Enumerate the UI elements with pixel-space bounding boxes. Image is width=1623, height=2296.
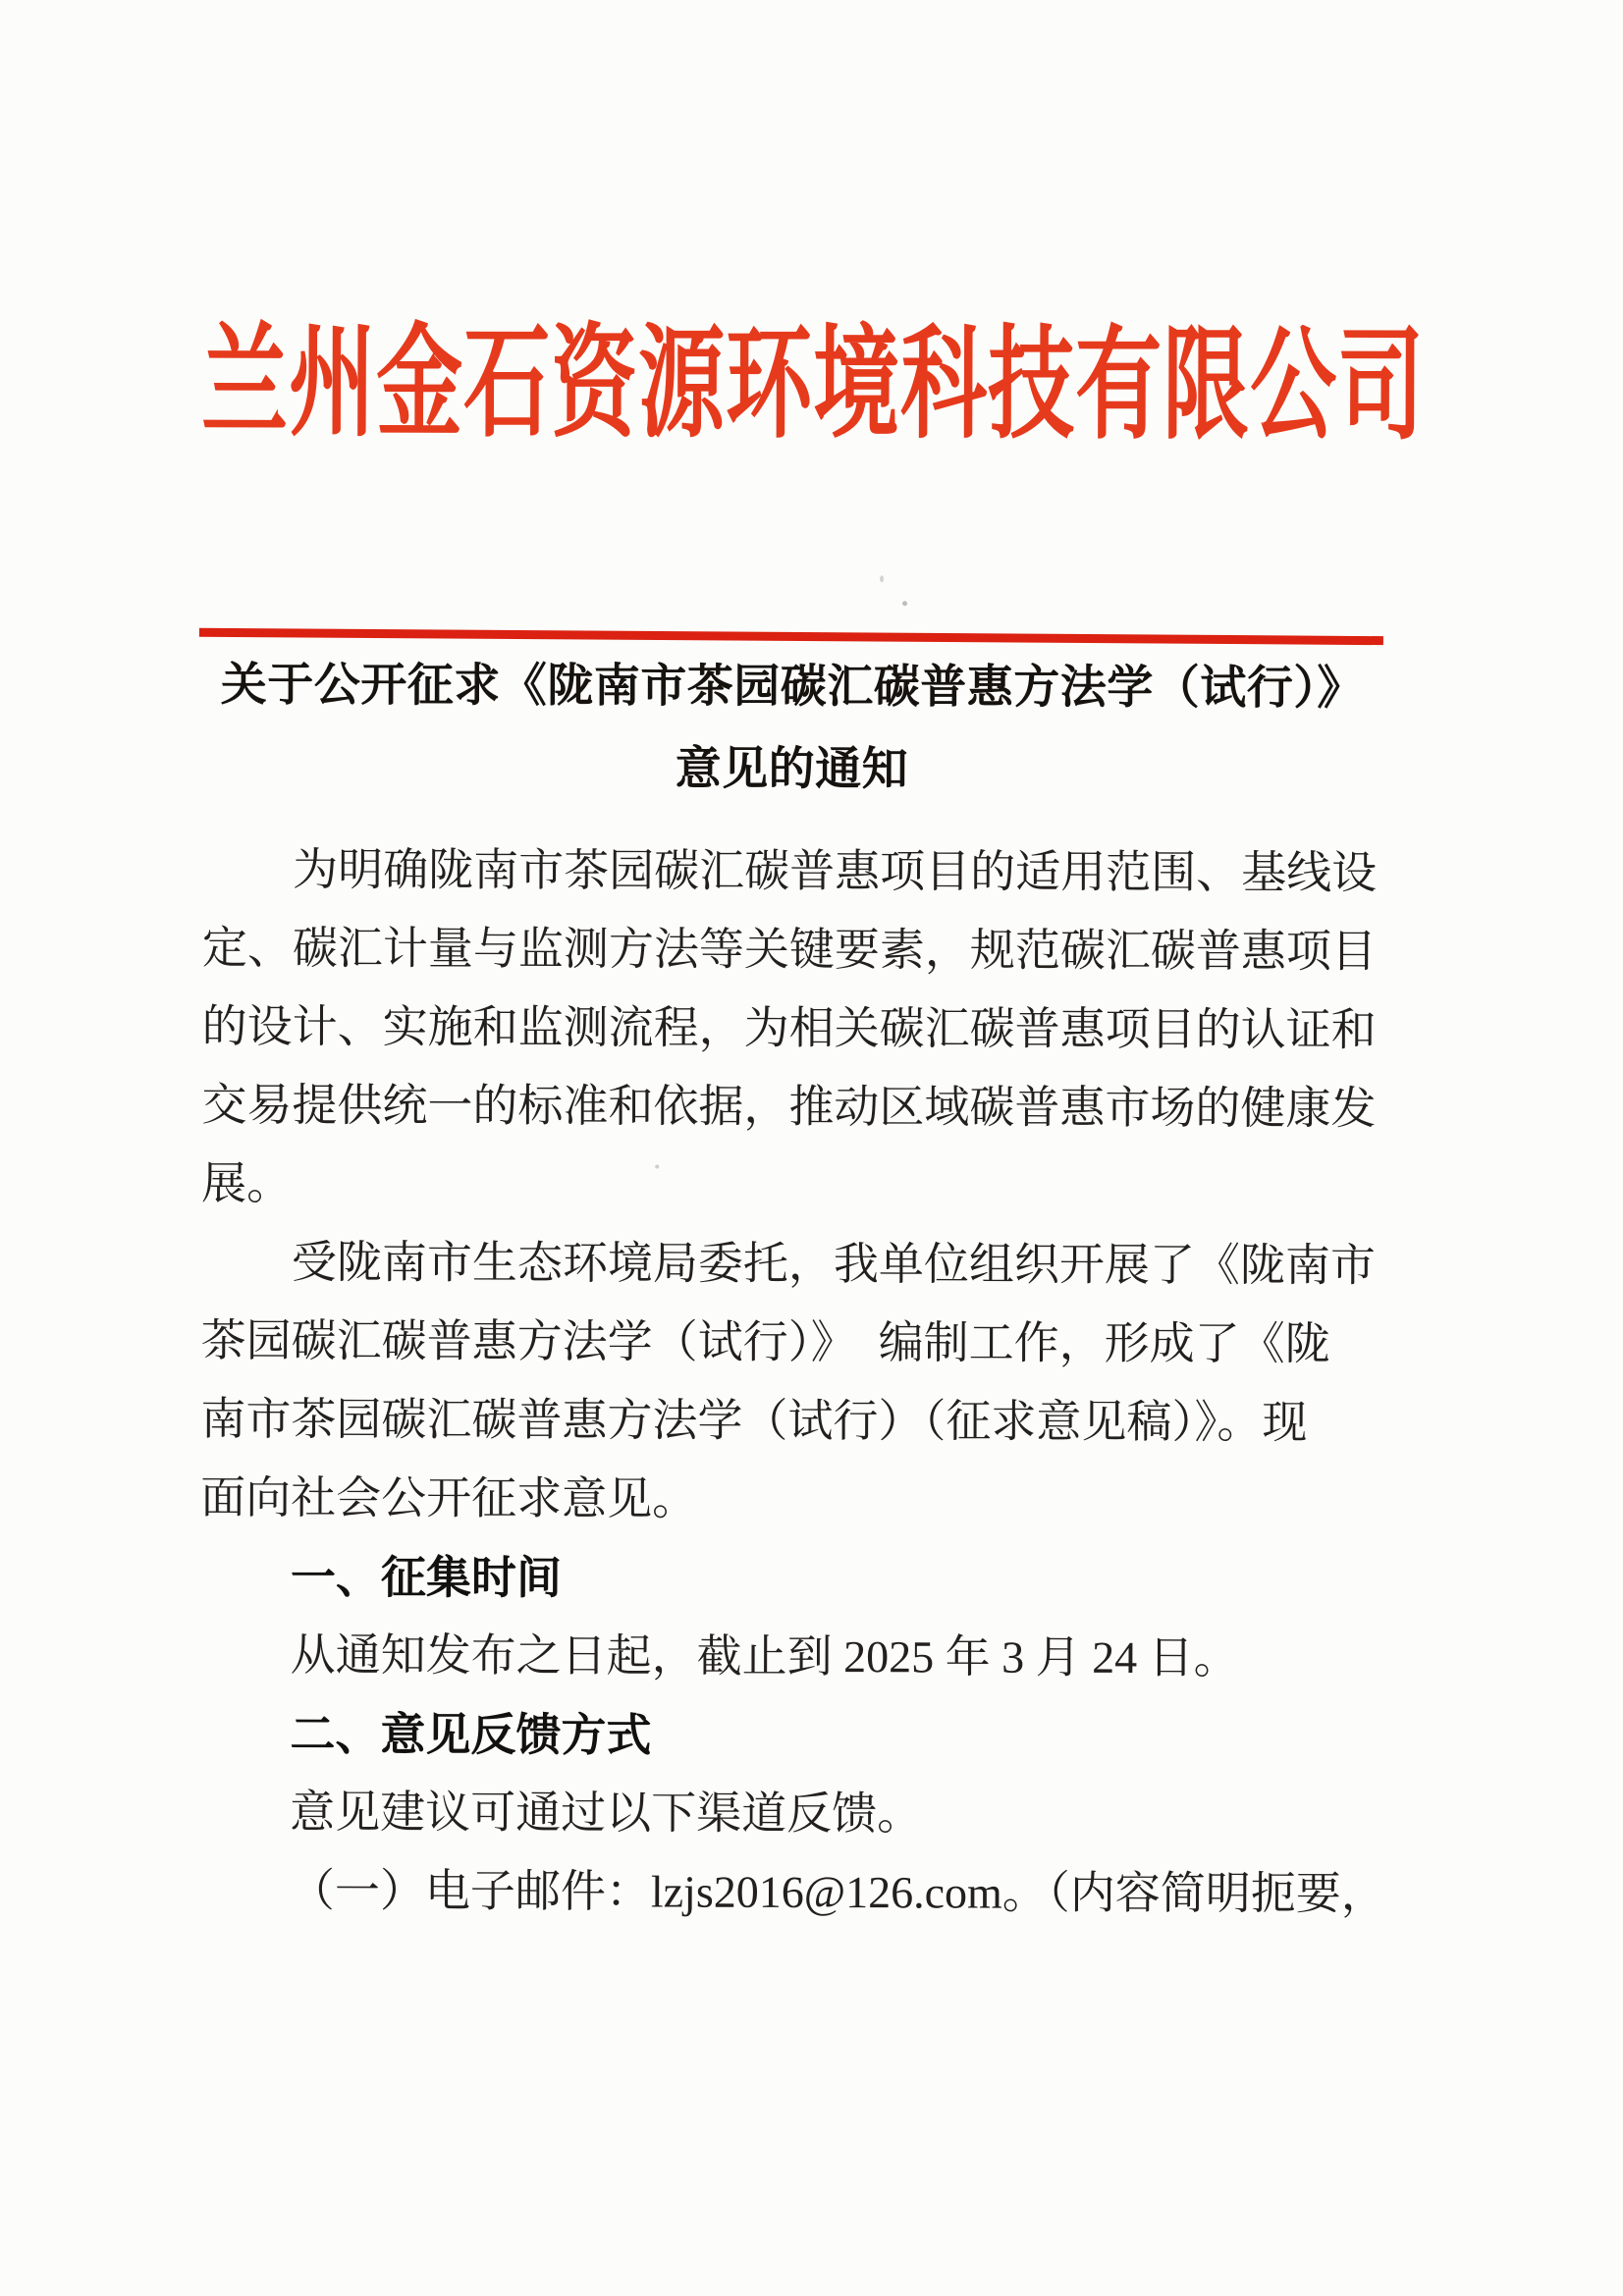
para1-line1: 为明确陇南市茶园碳汇碳普惠项目的适用范围、基线设 [293, 844, 1378, 898]
scan-speck [655, 1165, 659, 1169]
para1-line5: 展。 [201, 1158, 293, 1209]
notice-body [199, 830, 1385, 1934]
para2-line3: 南市茶园碳汇碳普惠方法学（试行）（征求意见稿）》。现 [200, 1394, 1308, 1448]
para2-line1: 受陇南市生态环境局委托，我单位组织开展了《陇南市 [291, 1237, 1376, 1291]
company-letterhead: 兰州金石资源环境科技有限公司 [200, 316, 1426, 456]
feedback-intro-line: 意见建议可通过以下渠道反馈。 [290, 1787, 923, 1840]
notice-title-line2: 意见的通知 [675, 743, 909, 796]
section-heading-1: 一、征集时间 [290, 1551, 562, 1604]
scan-speck [902, 601, 907, 606]
scan-speck [880, 575, 884, 582]
red-divider-rule [199, 628, 1383, 645]
email-line: （一）电子邮件：lzjs2016@126.com。（内容简明扼要， [289, 1865, 1386, 1919]
para2-line2: 茶园碳汇碳普惠方法学（试行）》 编制工作，形成了《陇 [200, 1315, 1330, 1369]
notice-title-line1: 关于公开征求《陇南市茶园碳汇碳普惠方法学（试行）》 [220, 660, 1364, 715]
para2-line4: 面向社会公开征求意见。 [200, 1472, 698, 1524]
para1-line2: 定、碳汇计量与监测方法等关键要素，规范碳汇碳普惠项目 [201, 923, 1377, 977]
section-heading-2: 二、意见反馈方式 [290, 1708, 652, 1761]
deadline-line: 从通知发布之日起，截止到 2025 年 3 月 24 日。 [290, 1629, 1239, 1683]
para1-line3: 的设计、实施和监测流程，为相关碳汇碳普惠项目的认证和 [201, 1001, 1377, 1055]
notice-title [196, 644, 1387, 813]
para1-line4: 交易提供统一的标准和依据，推动区域碳普惠市场的健康发 [201, 1080, 1377, 1134]
